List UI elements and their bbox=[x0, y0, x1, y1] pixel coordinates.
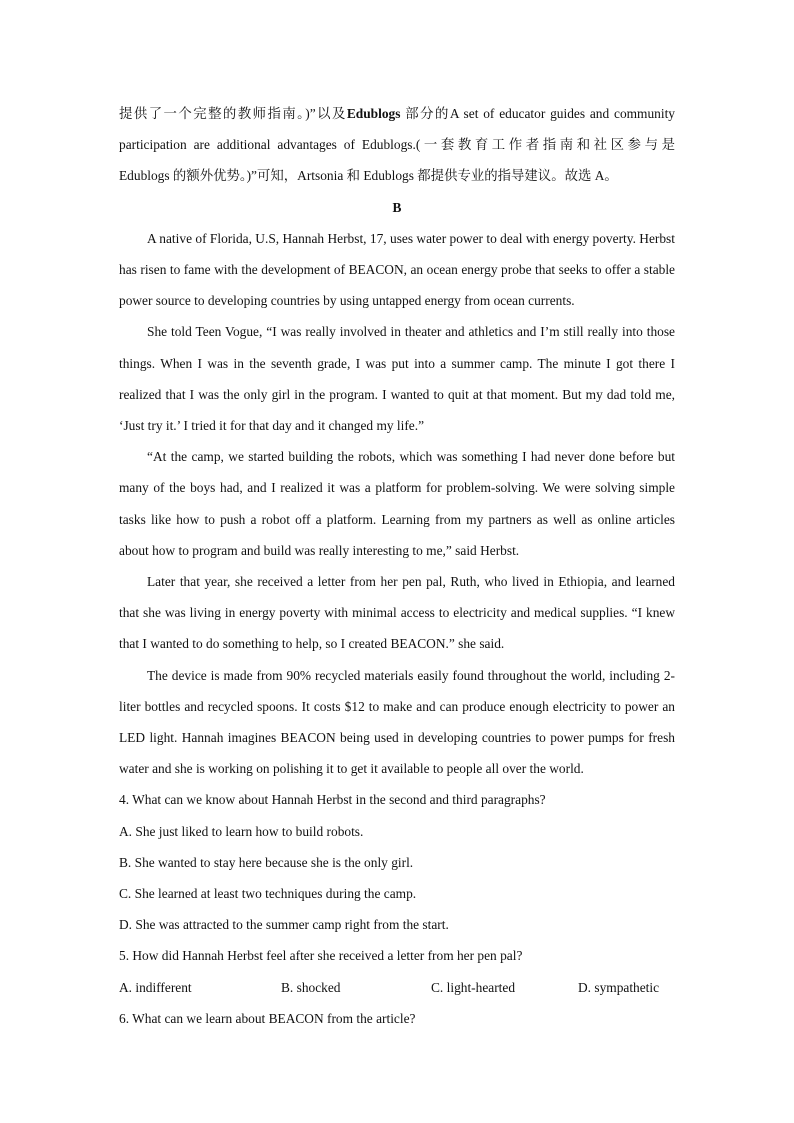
question-4-option-d: D. She was attracted to the summer camp right from the start. bbox=[119, 917, 449, 933]
question-4-option-a: A. She just liked to learn how to build robots. bbox=[119, 823, 364, 839]
intro-text-1a: 提供了一个完整的教师指南。)”以及 bbox=[119, 106, 347, 121]
intro-line-3: Edublogs 的额外优势。)”可知，Artsonia 和 Edublogs 都提供专业的指导建议。故选 A。 bbox=[119, 168, 618, 184]
intro-line-1 bbox=[119, 98, 675, 129]
question-5-option-a: A. indifferent bbox=[119, 979, 192, 995]
question-5-option-c: C. light-hearted bbox=[431, 979, 516, 995]
passage-paragraph-3: “At the camp, we started building the robots, which was something I had never done before but many of the boys had, and I realized it was a platform for problem-solving. We were solving simple tasks like how to push a robot off a platform. Learning from my partners as well as online articles about how to program and build was really interesting to me,” said Herbst. bbox=[119, 449, 675, 558]
question-4-option-b: B. She wanted to stay here because she is the only girl. bbox=[119, 854, 414, 870]
question-6-stem: 6. What can we learn about BEACON from the article? bbox=[119, 1010, 416, 1026]
intro-text-1c: 部分的A set of educator guides and community bbox=[405, 106, 675, 121]
passage-paragraph-5: The device is made from 90% recycled materials easily found throughout the world, including 2-liter bottles and recycled spoons. It costs $12 to make and can produce enough electricity to power an LED light. Hannah imagines BEACON being used in developing countries to power pumps for fresh water and she is working on polishing it to get it available to people all over the world. bbox=[119, 667, 675, 777]
document-page bbox=[119, 98, 675, 1034]
question-5-options bbox=[119, 972, 675, 1003]
question-5-option-d: D. sympathetic bbox=[578, 979, 660, 995]
passage-paragraph-1: A native of Florida, U.S, Hannah Herbst, 17, uses water power to deal with energy poverty. Herbst has risen to fame with the development of BEACON, an ocean energy probe that seeks to offer a stable power source to developing countries by using untapped energy from ocean currents. bbox=[119, 230, 675, 309]
question-5-stem: 5. How did Hannah Herbst feel after she received a letter from her pen pal? bbox=[119, 948, 523, 964]
passage-paragraph-4: Later that year, she received a letter from her pen pal, Ruth, who lived in Ethiopia, and learned that she was living in energy poverty with minimal access to electricity and medical supplies. “I knew that I wanted to do something to help, so I created BEACON.” she said. bbox=[119, 574, 675, 652]
question-5-option-b: B. shocked bbox=[281, 979, 341, 995]
intro-line-2: participation are additional advantages of Edublogs.(一套教育工作者指南和社区参与是 bbox=[119, 137, 675, 153]
question-4-stem: 4. What can we know about Hannah Herbst in the second and third paragraphs? bbox=[119, 792, 546, 808]
question-4-option-c: C. She learned at least two techniques during the camp. bbox=[119, 886, 417, 902]
intro-text-edublogs-bold: Edublogs bbox=[346, 106, 401, 121]
passage-paragraph-2: She told Teen Vogue, “I was really involved in theater and athletics and I’m still really into those things. When I was in the seventh grade, I was put into a summer camp. The minute I got there I realized that I was the only girl in the program. I wanted to quit at that moment. But my dad told me, ‘Just try it.’ I tried it for that day and it changed my life.” bbox=[119, 324, 675, 434]
section-heading: B bbox=[392, 199, 402, 215]
